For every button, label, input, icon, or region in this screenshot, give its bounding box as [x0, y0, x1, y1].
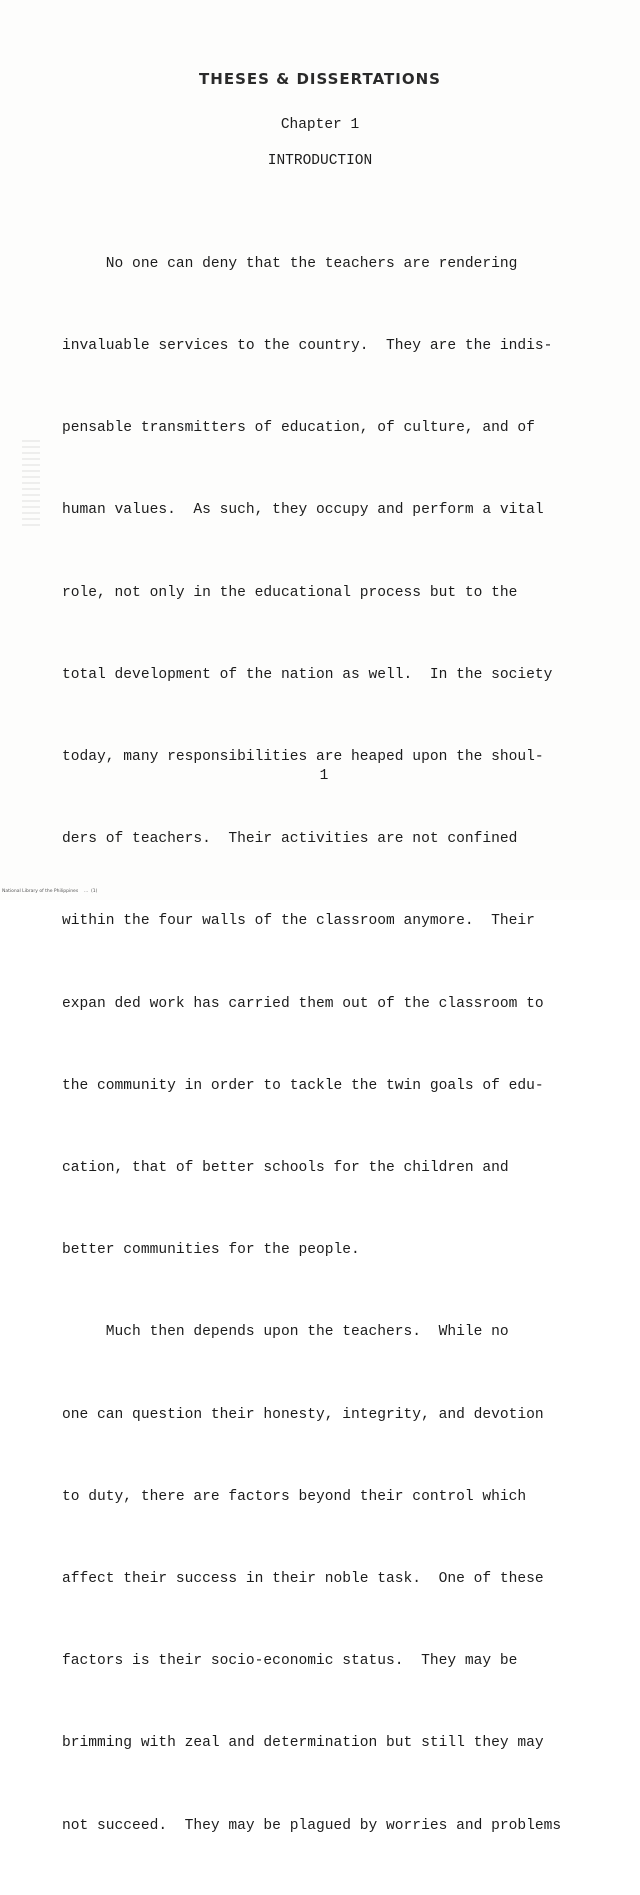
- text-line: human values. As such, they occupy and perform a vital: [62, 502, 544, 519]
- theses-dissertations-stamp: THESES & DISSERTATIONS: [199, 70, 441, 88]
- text-line: better communities for the people.: [62, 1242, 360, 1259]
- scan-smudge: [22, 440, 40, 530]
- text-line: within the four walls of the classroom anymore. Their: [62, 913, 535, 930]
- text-line: to duty, there are factors beyond their control which: [62, 1488, 527, 1505]
- text-line: pensable transmitters of education, of culture, and of: [62, 420, 535, 437]
- text-line: not succeed. They may be plagued by worries and problems: [62, 1817, 562, 1834]
- body-text: [62, 196, 562, 1895]
- text-line: the community in order to tackle the twin goals of edu-: [62, 1077, 544, 1094]
- text-line: one can question their honesty, integrity, and devotion: [62, 1406, 544, 1423]
- chapter-label: Chapter 1: [280, 117, 360, 133]
- text-line: ders of teachers. Their activities are not confined: [62, 831, 518, 848]
- text-line: cation, that of better schools for the children and: [62, 1160, 509, 1177]
- text-line: Much then depends upon the teachers. While no: [62, 1324, 509, 1341]
- text-line: role, not only in the educational process but to the: [62, 584, 518, 601]
- page-number: 1: [319, 768, 329, 784]
- footer-source-note: National Library of the Philippines ... (1): [2, 889, 98, 894]
- text-line: brimming with zeal and determination but still they may: [62, 1735, 544, 1752]
- text-line: factors is their socio-economic status. They may be: [62, 1653, 518, 1670]
- text-line: No one can deny that the teachers are rendering: [62, 255, 518, 272]
- chapter-title: INTRODUCTION: [267, 153, 373, 169]
- text-line: expan ded work has carried them out of the classroom to: [62, 995, 544, 1012]
- text-line: total development of the nation as well. In the society: [62, 666, 553, 683]
- text-line: affect their success in their noble task. One of these: [62, 1571, 544, 1588]
- text-line: invaluable services to the country. They are the indis-: [62, 338, 553, 355]
- text-line: today, many responsibilities are heaped upon the shoul-: [62, 749, 544, 766]
